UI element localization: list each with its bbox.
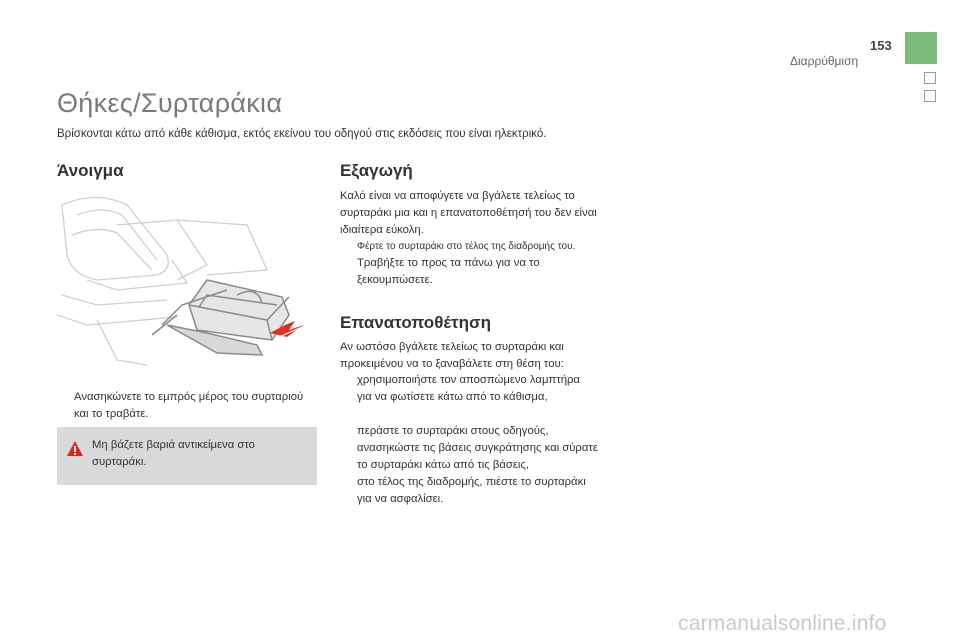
heading-reinstall: Επανατοποθέτηση <box>340 313 492 332</box>
page-subtitle: Βρίσκονται κάτω από κάθε κάθισμα, εκτός εκείνου του οδηγού στις εκδόσεις που είναι ηλεκτρικό. <box>57 128 547 140</box>
reinstall-step-3 <box>340 440 610 474</box>
section-tab[interactable] <box>905 32 937 64</box>
extraction-step-text: Τραβήξτε το προς τα πάνω για να το ξεκουμπώσετε. <box>357 257 540 286</box>
extraction-intro: Καλό είναι να αποφύγετε να βγάλετε τελείως το συρταράκι μια και η επανατοποθέτησή του δεν είναι ιδιαίτερα εύκολη. <box>340 190 597 236</box>
reinstall-step-2 <box>340 423 595 440</box>
extraction-step-text: Φέρτε το συρταράκι στο τέλος της διαδρομής του. <box>357 241 576 252</box>
reinstall-step-text: στο τέλος της διαδρομής, πιέστε το συρταράκι για να ασφαλίσει. <box>357 476 586 505</box>
watermark: carmanualsonline.info <box>678 612 887 635</box>
section-label: Διαρρύθμιση <box>790 54 859 68</box>
page-number: 153 <box>870 38 892 53</box>
warning-icon <box>66 440 84 458</box>
reinstall-step-4 <box>340 474 595 508</box>
page-title: Θήκες/Συρταράκια <box>57 88 283 118</box>
reinstall-step-text: χρησιμοποιήστε τον αποσπώμενο λαμπτήρα για να φωτίσετε κάτω από το κάθισμα, <box>357 374 580 403</box>
opening-step-1 <box>57 389 307 423</box>
reinstall-intro: Αν ωστόσο βγάλετε τελείως το συρταράκι και προκειμένου να το ξαναβάλετε στη θέση του: <box>340 341 564 370</box>
warning-text: Μη βάζετε βαριά αντικείμενα στο συρταράκι. <box>92 439 255 468</box>
nav-square-1[interactable] <box>924 72 936 84</box>
opening-step-text: Ανασηκώνετε το εμπρός μέρος του συρταριού και το τραβάτε. <box>74 391 304 420</box>
reinstall-step-1 <box>340 372 595 406</box>
reinstall-step-text: ανασηκώστε τις βάσεις συγκράτησης και σύρατε το συρταράκι κάτω από τις βάσεις, <box>357 442 598 471</box>
heading-opening: Άνοιγμα <box>57 161 124 180</box>
extraction-step-2 <box>340 255 580 289</box>
heading-extraction: Εξαγωγή <box>340 161 413 180</box>
seat-drawer-illustration <box>57 185 317 385</box>
reinstall-step-text: περάστε το συρταράκι στους οδηγούς, <box>357 425 549 437</box>
nav-square-2[interactable] <box>924 90 936 102</box>
extraction-step-1 <box>340 238 615 255</box>
